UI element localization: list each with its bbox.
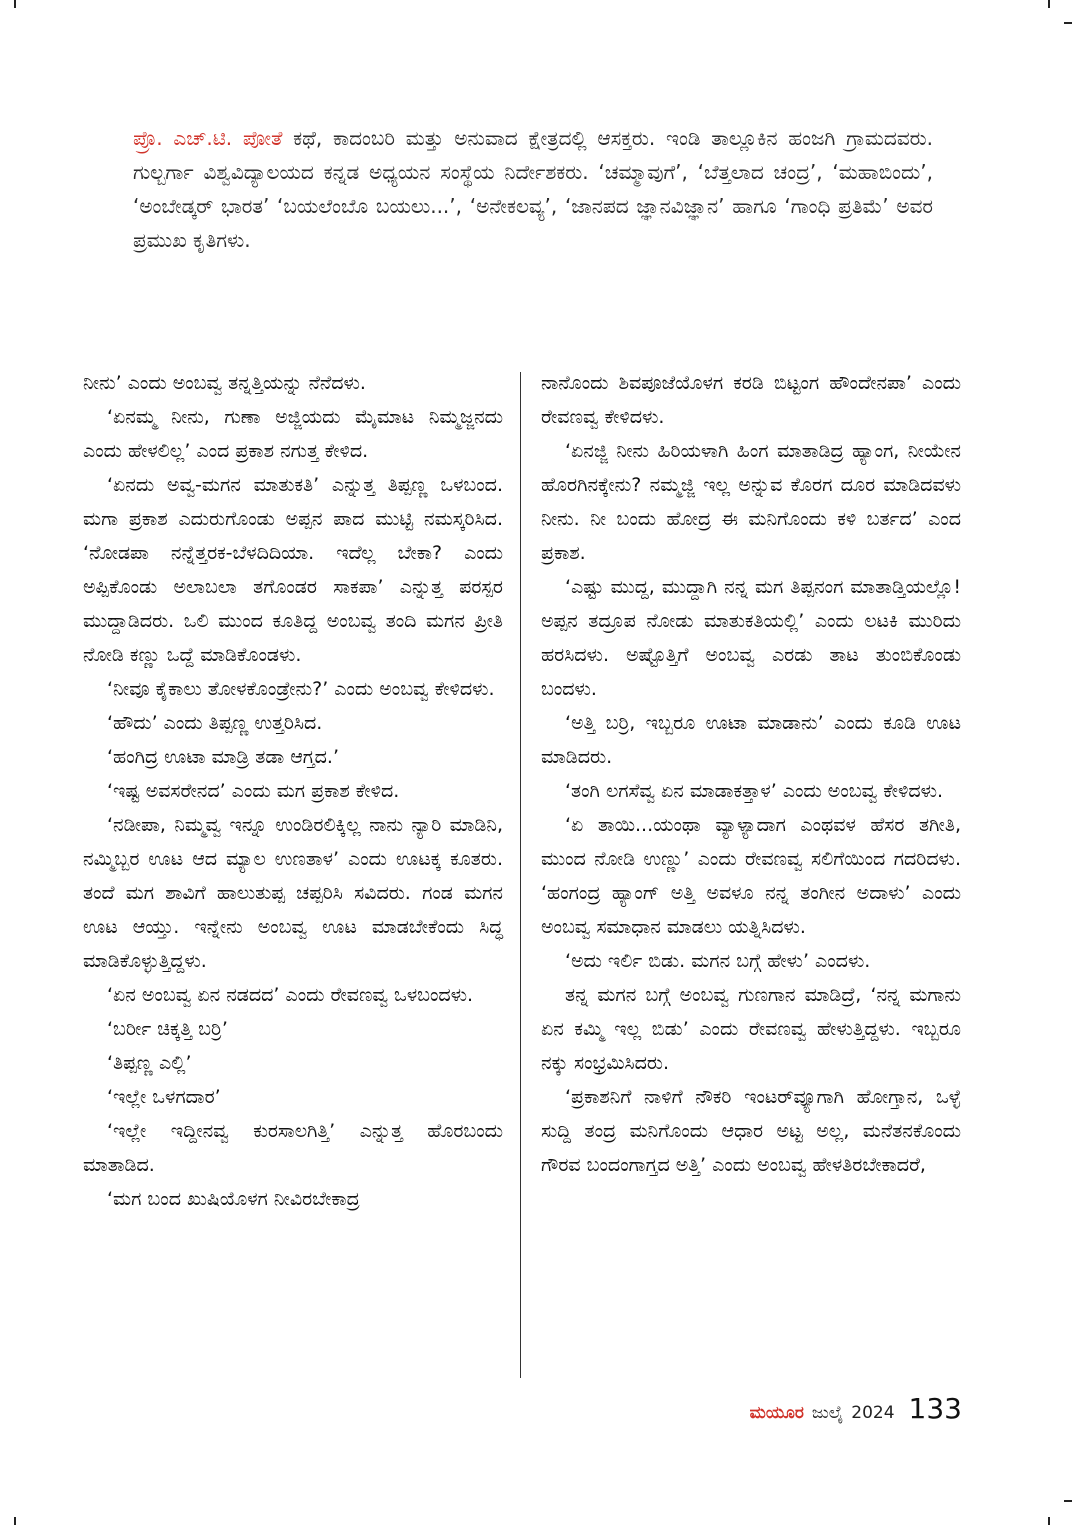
paragraph: ‘ಏನಮ್ಮ ನೀನು, ಗುಣಾ ಅಜ್ಜಿಯದು ಮೈಮಾಟ ನಿಮ್ಮಜ್ಜನದು ಎಂದು ಹೇಳಲಿಲ್ಲ’ ಎಂದ ಪ್ರಕಾಶ ನಗುತ್ತ ಕೇಳಿದ. <box>83 406 503 462</box>
crop-mark-top-left <box>14 0 16 8</box>
paragraph: ತನ್ನ ಮಗನ ಬಗ್ಗೆ ಅಂಬವ್ವ ಗುಣಗಾನ ಮಾಡಿದ್ರೆ, ‘ನನ್ನ ಮಗಾನು ಏನ ಕಮ್ಮಿ ಇಲ್ಲ ಬಿಡು’ ಎಂದು ರೇವಣವ್ವ ಹೇಳುತ್ತಿದ್ದಳು. ಇಬ್ಬರೂ ನಕ್ಕು ಸಂಭ್ರಮಿಸಿದರು. <box>541 984 961 1074</box>
author-name: ಪ್ರೊ. ಎಚ್.ಟಿ. ಪೋತೆ <box>133 126 283 150</box>
crop-mark-bottom-right-h <box>1064 1500 1072 1502</box>
paragraph: ‘ಏನಜ್ಜಿ ನೀನು ಹಿರಿಯಳಾಗಿ ಹಿಂಗ ಮಾತಾಡಿದ್ರ ಹ್ಯಾಂಗ, ನೀಯೇನ ಹೊರಗಿನಕ್ಕೇನು? ನಮ್ಮಜ್ಜಿ ಇಲ್ಲ ಅನ್ನುವ ಕೊರಗ ದೂರ ಮಾಡಿದವಳು ನೀನು. ನೀ ಬಂದು ಹೋದ್ರ ಈ ಮನಿಗೊಂದು ಕಳಿ ಬರ್ತದ’ ಎಂದ ಪ್ರಕಾಶ. <box>541 440 961 564</box>
paragraph: ‘ಹೌದು’ ಎಂದು ತಿಪ್ಪಣ್ಣ ಉತ್ತರಿಸಿದ. <box>107 712 323 734</box>
paragraph: ನಾನೊಂದು ಶಿವಪೂಜೆಯೊಳಗ ಕರಡಿ ಬಿಟ್ಟಂಗ ಹೌಂದೇನಪಾ’ ಎಂದು ರೇವಣವ್ವ ಕೇಳಿದಳು. <box>541 372 961 428</box>
crop-mark-top-right-v <box>1048 0 1050 8</box>
story-column-left <box>83 366 503 1216</box>
paragraph: ‘ಏನ ಅಂಬವ್ವ ಏನ ನಡದದ’ ಎಂದು ರೇವಣವ್ವ ಒಳಬಂದಳು. <box>107 984 474 1006</box>
paragraph: ‘ಏನದು ಅವ್ವ-ಮಗನ ಮಾತುಕತಿ’ ಎನ್ನುತ್ತ ತಿಪ್ಪಣ್ಣ ಒಳಬಂದ. ಮಗಾ ಪ್ರಕಾಶ ಎದುರುಗೊಂಡು ಅಪ್ಪನ ಪಾದ ಮುಟ್ಟಿ ನಮಸ್ಕರಿಸಿದ. ‘ನೋಡಪಾ ನನ್ನೆತ್ತರಕ-ಬೆಳದಿದಿಯಾ. ಇದೆಲ್ಲ ಬೇಕಾ? ಎಂದು ಅಪ್ಪಿಕೊಂಡು ಅಲಾಬಲಾ ತಗೊಂಡರ ಸಾಕಪಾ’ ಎನ್ನುತ್ತ ಪರಸ್ಪರ ಮುದ್ದಾಡಿದರು. ಒಲಿ ಮುಂದ ಕೂತಿದ್ದ ಅಂಬವ್ವ ತಂದಿ ಮಗನ ಪ್ರೀತಿ ನೋಡಿ ಕಣ್ಣು ಒದ್ದೆ ಮಾಡಿಕೊಂಡಳು. <box>83 474 503 666</box>
paragraph: ‘ನೀವೂ ಕೈಕಾಲು ತೋಳಕೊಂಡ್ರೇನು?’ ಎಂದು ಅಂಬವ್ವ ಕೇಳಿದಳು. <box>107 678 495 700</box>
issue-year: 2024 <box>851 1403 895 1423</box>
paragraph: ‘ನಡೀಪಾ, ನಿಮ್ಮವ್ವ ಇನ್ನೂ ಉಂಡಿರಲಿಕ್ಕಿಲ್ಲ ನಾನು ನ್ಯಾರಿ ಮಾಡಿನಿ, ನಮ್ಮಿಬ್ಬರ ಊಟ ಆದ ಮ್ಯಾಲ ಉಣತಾಳ’ ಎಂದು ಊಟಕ್ಕ ಕೂತರು. ತಂದೆ ಮಗ ಶಾವಿಗೆ ಹಾಲುತುಪ್ಪ ಚಪ್ಪರಿಸಿ ಸವಿದರು. ಗಂಡ ಮಗನ ಊಟ ಆಯ್ತು. ಇನ್ನೇನು ಅಂಬವ್ವ ಊಟ ಮಾಡಬೇಕೆಂದು ಸಿದ್ಧ ಮಾಡಿಕೊಳ್ಳುತ್ತಿದ್ದಳು. <box>83 814 503 972</box>
paragraph: ‘ಹಂಗಿದ್ರ ಊಟಾ ಮಾಡ್ರಿ ತಡಾ ಆಗ್ತದ.’ <box>107 746 339 768</box>
paragraph: ‘ಮಗ ಬಂದ ಖುಷಿಯೊಳಗ ನೀವಿರಬೇಕಾದ್ರ <box>107 1188 360 1210</box>
column-divider <box>520 372 521 1378</box>
paragraph: ‘ತಿಪ್ಪಣ್ಣ ಎಲ್ಲಿ’ <box>107 1052 192 1074</box>
page-number: 133 <box>908 1392 962 1425</box>
paragraph: ‘ಪ್ರಕಾಶನಿಗೆ ನಾಳಿಗೆ ನೌಕರಿ ಇಂಟರ್‌ವ್ಯೂಗಾಗಿ ಹೋಗ್ತಾನ, ಒಳ್ಳೆ ಸುದ್ದಿ ತಂದ್ರ ಮನಿಗೊಂದು ಆಧಾರ ಅಟ್ಟ ಅಲ್ಲ, ಮನೆತನಕೊಂದು ಗೌರವ ಬಂದಂಗಾಗ್ತದ ಅತ್ತಿ’ ಎಂದು ಅಂಬವ್ವ ಹೇಳತಿರಬೇಕಾದರೆ, <box>541 1086 961 1176</box>
issue-month: ಜುಲೈ <box>811 1403 844 1423</box>
paragraph: ‘ತಂಗಿ ಲಗಸೆವ್ವ ಏನ ಮಾಡಾಕತ್ತಾಳ’ ಎಂದು ಅಂಬವ್ವ ಕೇಳಿದಳು. <box>565 780 944 802</box>
page-footer <box>750 1392 962 1432</box>
paragraph: ‘ಅತ್ತಿ ಬರ್ರಿ, ಇಬ್ಬರೂ ಊಟಾ ಮಾಡಾನು’ ಎಂದು ಕೂಡಿ ಊಟ ಮಾಡಿದರು. <box>541 712 961 768</box>
paragraph: ‘ಇಲ್ಲೇ ಇದ್ದೀನವ್ವ ಕುರಸಾಲಗಿತ್ತಿ’ ಎನ್ನುತ್ತ ಹೊರಬಂದು ಮಾತಾಡಿದ. <box>83 1120 503 1176</box>
crop-mark-top-right-h <box>1064 22 1072 24</box>
paragraph: ‘ಎಷ್ಟು ಮುದ್ದ, ಮುದ್ದಾಗಿ ನನ್ನ ಮಗ ತಿಪ್ಪನಂಗ ಮಾತಾಡ್ತಿಯಲ್ಲೊ! ಅಪ್ಪನ ತದ್ರೂಪ ನೋಡು ಮಾತುಕತಿಯಲ್ಲಿ’ ಎಂದು ಲಟಕಿ ಮುರಿದು ಹರಸಿದಳು. ಅಷ್ಟೊತ್ತಿಗೆ ಅಂಬವ್ವ ಎರಡು ತಾಟ ತುಂಬಿಕೊಂಡು ಬಂದಳು. <box>541 576 961 700</box>
paragraph: ‘ಇಷ್ಟ ಅವಸರೇನದ’ ಎಂದು ಮಗ ಪ್ರಕಾಶ ಕೇಳಿದ. <box>107 780 400 802</box>
story-column-right <box>541 366 961 1182</box>
author-bio <box>133 121 933 257</box>
magazine-name: ಮಯೂರ <box>749 1403 804 1423</box>
paragraph: ‘ಏ ತಾಯಿ...ಯಂಥಾ ವ್ಯಾಳ್ಯಾದಾಗ ಎಂಥವಳ ಹೆಸರ ತಗೀತಿ, ಮುಂದ ನೋಡಿ ಉಣ್ಣು’ ಎಂದು ರೇವಣವ್ವ ಸಲಿಗೆಯಿಂದ ಗದರಿದಳು. ‘ಹಂಗಂದ್ರ ಹ್ಯಾಂಗ್ ಅತ್ತಿ ಅವಳೂ ನನ್ನ ತಂಗೀನ ಅದಾಳು’ ಎಂದು ಅಂಬವ್ವ ಸಮಾಧಾನ ಮಾಡಲು ಯತ್ನಿಸಿದಳು. <box>541 814 961 938</box>
crop-mark-bottom-left <box>14 1517 16 1525</box>
paragraph: ‘ಇಲ್ಲೇ ಒಳಗದಾರ’ <box>107 1086 221 1108</box>
crop-mark-bottom-right-v <box>1048 1517 1050 1525</box>
paragraph: ‘ಅದು ಇರ್ಲಿ ಬಿಡು. ಮಗನ ಬಗ್ಗೆ ಹೇಳು’ ಎಂದಳು. <box>565 950 871 972</box>
author-bio-text: ಕಥೆ, ಕಾದಂಬರಿ ಮತ್ತು ಅನುವಾದ ಕ್ಷೇತ್ರದಲ್ಲಿ ಆಸಕ್ತರು. ಇಂಡಿ ತಾಲ್ಲೂಕಿನ ಹಂಜಗಿ ಗ್ರಾಮದವರು. ಗುಲ್ಬರ್ಗಾ ವಿಶ್ವವಿದ್ಯಾಲಯದ ಕನ್ನಡ ಅಧ್ಯಯನ ಸಂಸ್ಥೆಯ ನಿರ್ದೇಶಕರು. ‘ಚಮ್ಮಾವುಗೆ’, ‘ಬೆತ್ತಲಾದ ಚಂದ್ರ’, ‘ಮಹಾಬಿಂದು’, ‘ಅಂಬೇಡ್ಕರ್ ಭಾರತ’ ‘ಬಯಲೆಂಬೊ ಬಯಲು...’, ‘ಅನೇಕಲವ್ಯ’, ‘ಜಾನಪದ ಜ್ಞಾನವಿಜ್ಞಾನ’ ಹಾಗೂ ‘ಗಾಂಧಿ ಪ್ರತಿಮೆ’ ಅವರ ಪ್ರಮುಖ ಕೃತಿಗಳು. <box>133 126 933 252</box>
paragraph: ‘ಬರ್ರೀ ಚಿಕ್ಕತ್ತಿ ಬರ್ರಿ’ <box>107 1018 228 1040</box>
paragraph: ನೀನು’ ಎಂದು ಅಂಬವ್ವ ತನ್ನತ್ತಿಯನ್ನು ನೆನೆದಳು. <box>83 372 366 394</box>
